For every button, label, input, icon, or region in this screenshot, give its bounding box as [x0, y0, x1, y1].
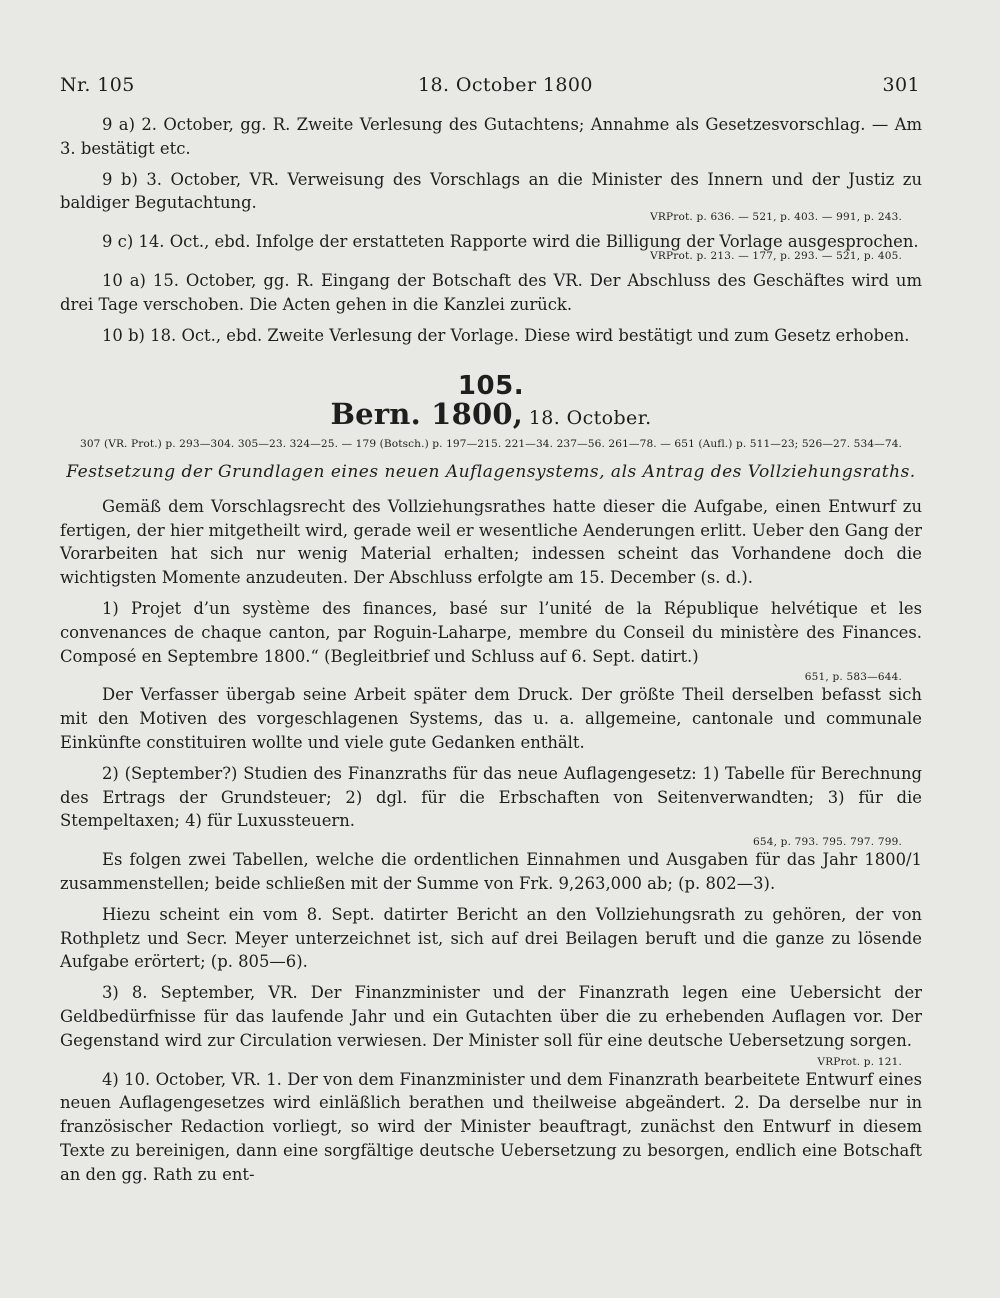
paragraph-reference: 654, p. 793. 795. 797. 799.: [752, 836, 902, 849]
section-sources: 307 (VR. Prot.) p. 293—304. 305—23. 324—25. — 179 (Botsch.) p. 197—215. 221—34. 237—56. 261—78. — 651 (Aufl.) p. 511—23; 526—27. 534—74.: [79, 437, 903, 450]
paragraph-reference: 651, p. 583—644.: [804, 671, 902, 684]
entry-text: 10 a) 15. October, gg. R. Eingang der Botschaft des VR. Der Abschluss des Geschäftes wird um drei Tage verschoben. Die Acten gehen in die Kanzlei zurück.: [60, 270, 922, 314]
header-number: Nr. 105: [60, 74, 135, 96]
entry-10a: [60, 269, 922, 317]
entry-10b: [60, 324, 922, 348]
paragraph-text: Der Verfasser übergab seine Arbeit später dem Druck. Der größte Theil derselben befasst sich mit den Motiven des vorgeschlagenen Systems, das u. a. allgemeine, cantonale und communale Einkünfte constituiren wollte und viele gute Gedanken enthält.: [60, 685, 922, 752]
paragraph-text: Hiezu scheint ein vom 8. Sept. datirter Bericht an den Vollziehungsrath zu gehören, der von Rothpletz und Secr. Meyer unterzeichnet ist, sich auf drei Beilagen beruft und die ganze zu lösende Aufgabe erörtert; (p. 805—6).: [60, 904, 922, 972]
page-number: 301: [882, 74, 920, 96]
entry-9b: [60, 168, 922, 224]
entry-text: 10 b) 18. Oct., ebd. Zweite Verlesung der Vorlage. Diese wird bestätigt und zum Gesetz erhoben.: [102, 325, 910, 345]
section-place: Bern. 1800,: [330, 397, 523, 432]
entry-reference: VRProt. p. 636. — 521, p. 403. — 991, p. 243.: [650, 211, 902, 224]
paragraph-text: Es folgen zwei Tabellen, welche die ordentlichen Einnahmen und Ausgaben für das Jahr 1800/1 zusammenstellen; beide schließen mit der Summe von Frk. 9,263,000 ab; (p. 802—3).: [60, 850, 922, 893]
paragraph-text: 3) 8. September, VR. Der Finanzminister und der Finanzrath legen eine Uebersicht der Geldbedürfnisse für das laufende Jahr und ein Gutachten über die zu erhebenden Auflagen vor. Der Gegenstand wird zur Circulation verwiesen. Der Minister soll für eine deutsche Uebersetzung sorgen.: [60, 983, 922, 1050]
paragraph: [60, 495, 922, 590]
section-place-date: [60, 397, 922, 432]
paragraph-text: Gemäß dem Vorschlagsrecht des Vollziehungsrathes hatte dieser die Aufgabe, einen Entwurf zu fertigen, der hier mitgetheilt wird, gerade weil er wesentliche Aenderungen erlitt. Ueber den Gang der Vorarbeiten hat sich nur wenig Material erhalten; indessen scheint das Vorhandene doch die wichtigsten Momente anzudeuten. Der Abschluss erfolgte am 15. December (s. d.).: [60, 496, 922, 588]
paragraph-reference: VRProt. p. 121.: [817, 1055, 902, 1068]
section-number: 105.: [457, 371, 525, 402]
entry-text: 9 b) 3. October, VR. Verweisung des Vorschlags an die Minister des Innern und der Justiz zu baldiger Begutachtung.: [60, 169, 922, 213]
entry-9a: [60, 113, 922, 161]
paragraph-text: 1) Projet d’un système des finances, basé sur l’unité de la République helvétique et les convenances de chaque canton, par Roguin-Laharpe, membre du Conseil du ministère des Finances. Composé en Septembre 1800.“ (Begleitbrief und Schluss auf 6. Sept. datirt.): [60, 598, 922, 666]
entry-text: 9 a) 2. October, gg. R. Zweite Verlesung des Gutachtens; Annahme als Gesetzesvorschlag. — Am 3. bestätigt etc.: [60, 115, 922, 158]
entry-9c: [60, 230, 922, 262]
paragraph: [60, 597, 922, 683]
paragraph: [60, 903, 922, 974]
paragraph: [60, 1068, 922, 1187]
paragraph-text: 2) (September?) Studien des Finanzraths für das neue Auflagengesetz: 1) Tabelle für Berechnung des Ertrags der Grundsteuer; 2) dgl. für die Erbschaften von Seitenverwandten; 3) für die Stempeltaxen; 4) für Luxussteuern.: [60, 763, 922, 831]
entry-text: 9 c) 14. Oct., ebd. Infolge der erstatteten Rapporte wird die Billigung der Vorlage ausgesprochen.: [102, 232, 919, 252]
paragraph: [60, 981, 922, 1067]
section-date: 18. October.: [528, 407, 652, 430]
paragraph-text: 4) 10. October, VR. 1. Der von dem Finanzminister und dem Finanzrath bearbeitete Entwurf eines neuen Auflagengesetzes wird einläßlich berathen und theilweise abgeändert. 2. Da derselbe nur in französischer Redaction vorliegt, so wird der Minister beauftragt, zunächst den Entwurf in diesem Texte zu bereinigen, dann eine sorgfältige deutsche Uebersetzung zu besorgen, endlich eine Botschaft an den gg. Rath zu ent-: [60, 1069, 922, 1184]
running-header: [60, 74, 920, 104]
entry-reference: VRProt. p. 213. — 177, p. 293. — 521, p. 405.: [650, 249, 902, 262]
page-body: [60, 113, 922, 1193]
header-date: 18. October 1800: [418, 74, 593, 96]
paragraph: [60, 762, 922, 848]
paragraph: [60, 683, 922, 754]
section-subject: Festsetzung der Grundlagen eines neuen Auflagensystems, als Antrag des Vollziehungsraths.: [66, 461, 916, 482]
paragraph: [60, 848, 922, 896]
